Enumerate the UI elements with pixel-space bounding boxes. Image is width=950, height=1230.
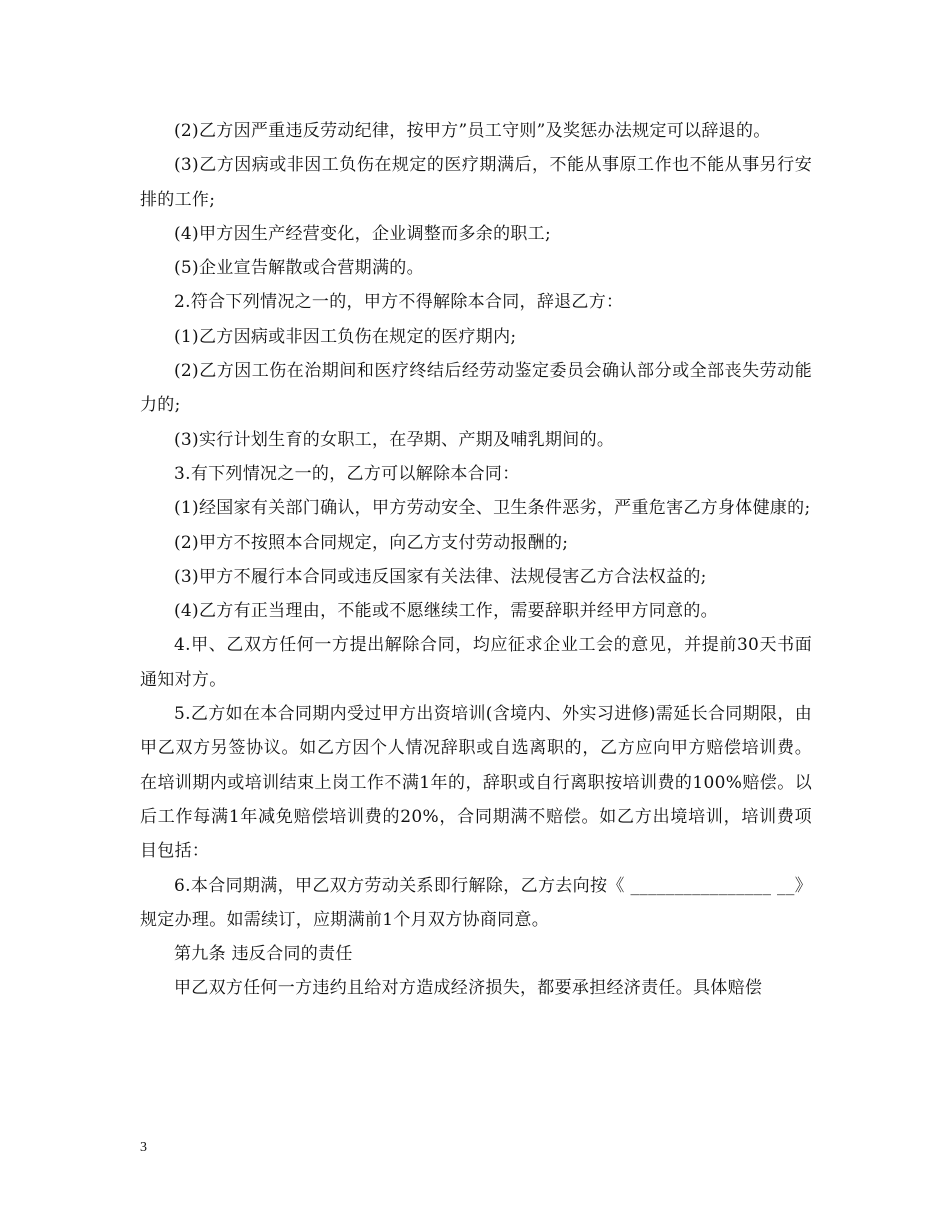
paragraph-14: 4.甲、乙双方任何一方提出解除合同，均应征求企业工会的意见，并提前30天书面通知对方。	[140, 635, 812, 690]
paragraph-1: (2)乙方因严重违反劳动纪律，按甲方”员工守则”及奖惩办法规定可以辞退的。	[174, 121, 771, 141]
paragraph-10: (1)经国家有关部门确认，甲方劳动安全、卫生条件恶劣，严重危害乙方身体健康的;	[174, 498, 811, 519]
paragraph-5: 2.符合下列情况之一的，甲方不得解除本合同，辞退乙方：	[174, 292, 624, 313]
paragraph-18: 甲乙双方任何一方违约且给对方造成经济损失，都要承担经济责任。具体赔偿	[174, 978, 763, 999]
paragraph-7: (2)乙方因工伤在治期间和医疗终结后经劳动鉴定委员会确认部分或全部丧失劳动能力的;	[140, 361, 812, 416]
paragraph-9: 3.有下列情况之一的，乙方可以解除本合同：	[174, 463, 520, 484]
paragraph-3: (4)甲方因生产经营变化，企业调整而多余的职工;	[174, 223, 552, 244]
paragraph-6: (1)乙方因病或非因工负伤在规定的医疗期内;	[174, 326, 517, 347]
paragraph-12: (3)甲方不履行本合同或违反国家有关法律、法规侵害乙方合法权益的;	[174, 566, 707, 587]
article-heading: 第九条 违反合同的责任	[174, 944, 353, 965]
paragraph-4: (5)企业宣告解散或合营期满的。	[174, 258, 424, 279]
paragraph-2: (3)乙方因病或非因工负伤在规定的医疗期满后，不能从事原工作也不能从事另行安排的工作;	[140, 155, 812, 210]
paragraph-13: (4)乙方有正当理由，不能或不愿继续工作，需要辞职并经甲方同意的。	[174, 601, 718, 622]
paragraph-8: (3)实行计划生育的女职工，在孕期、产期及哺乳期间的。	[174, 429, 615, 450]
page-number: 3	[140, 1140, 147, 1155]
paragraph-16: 6.本合同期满，甲乙双方劳动关系即行解除，乙方去向按《 ________________ __》规定办理。如需续订，应期满前1个月双方协商同意。	[140, 875, 812, 930]
paragraph-11: (2)甲方不按照本合同规定，向乙方支付劳动报酬的;	[174, 532, 569, 553]
document-body	[140, 114, 812, 1006]
paragraph-15: 5.乙方如在本合同期内受过甲方出资培训(含境内、外实习进修)需延长合同期限，由甲乙双方另签协议。如乙方因个人情况辞职或自选离职的，乙方应向甲方赔偿培训费。在培训期内或培训结束上岗工作不满1年的，辞职或自行离职按培训费的100%赔偿。以后工作每满1年减免赔偿培训费的20%，合同期满不赔偿。如乙方出境培训，培训费项目包括：	[140, 704, 812, 862]
